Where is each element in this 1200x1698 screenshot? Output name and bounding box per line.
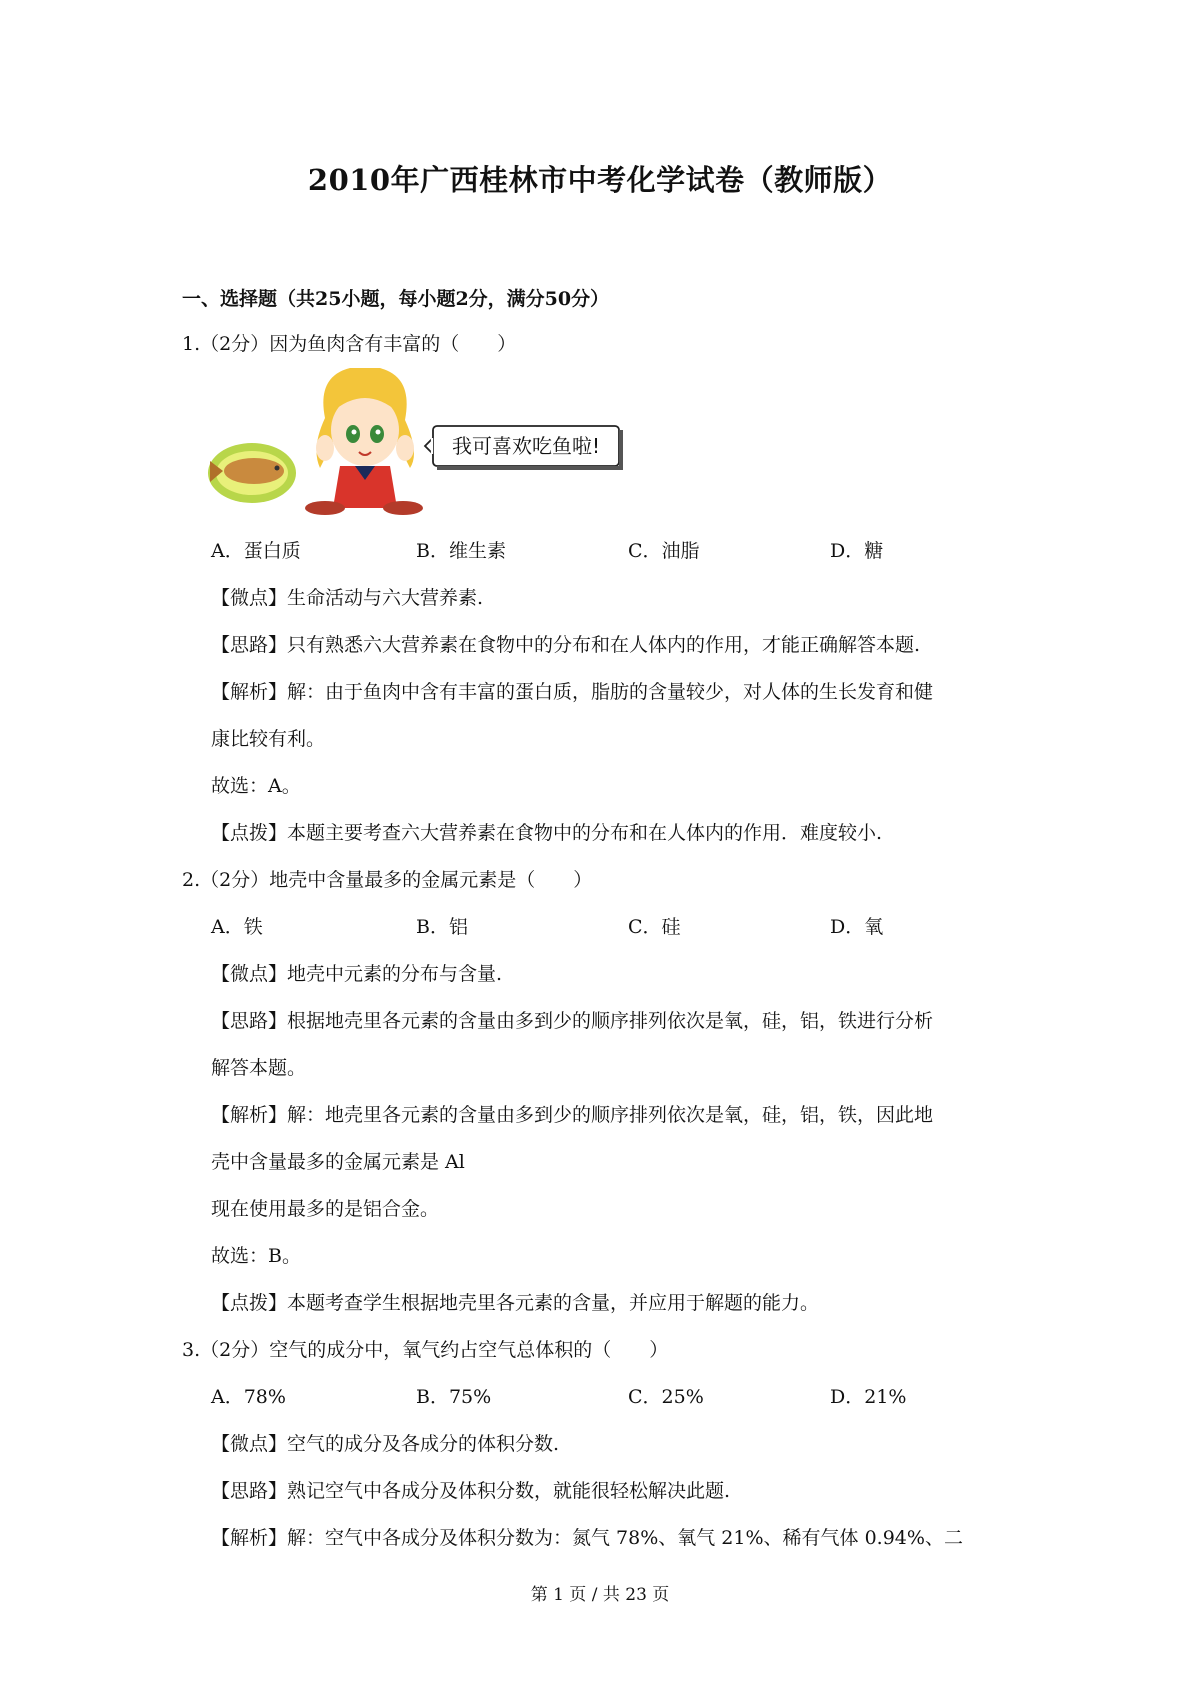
speech-bubble xyxy=(425,426,623,470)
question-3-jiexi-line-1: 【解析】解：空气中各成分及体积分数为：氮气 78%、氧气 21%、稀有气体 0.94%、二 xyxy=(211,1527,963,1549)
question-3-option-a: A．78% xyxy=(211,1386,286,1408)
question-1-option-d: D．糖 xyxy=(830,540,884,562)
question-2-jiexi-line-2: 壳中含量最多的金属元素是 Al xyxy=(211,1151,465,1173)
cartoon-girl-image xyxy=(305,368,423,515)
question-2-answer: 故选：B。 xyxy=(211,1245,301,1267)
question-2-option-c: C．硅 xyxy=(628,916,681,938)
question-3-option-b: B．75% xyxy=(416,1386,492,1408)
question-2-jiexi-line-1: 【解析】解：地壳里各元素的含量由多到少的顺序排列依次是氧，硅，铝，铁，因此地 xyxy=(211,1104,934,1126)
question-2-option-a: A．铁 xyxy=(211,916,263,938)
page-title: 2010年广西桂林市中考化学试卷（教师版） xyxy=(307,163,893,197)
question-2-dianbo: 【点拨】本题考查学生根据地壳里各元素的含量，并应用于解题的能力。 xyxy=(211,1292,820,1314)
fish-and-girl-picture xyxy=(205,368,665,518)
fish-plate-image xyxy=(208,443,296,503)
question-3-option-c: C．25% xyxy=(628,1386,704,1408)
question-1-illustration xyxy=(205,368,665,518)
question-1-option-b: B．维生素 xyxy=(416,540,506,562)
question-1-option-c: C．油脂 xyxy=(628,540,700,562)
question-2-weidian: 【微点】地壳中元素的分布与含量. xyxy=(211,963,503,985)
question-2-jiexi-line-3: 现在使用最多的是铝合金。 xyxy=(211,1198,440,1220)
page-footer: 第 1 页 / 共 23 页 xyxy=(530,1585,670,1605)
question-1-option-a: A．蛋白质 xyxy=(211,540,301,562)
question-2-silu-line-1: 【思路】根据地壳里各元素的含量由多到少的顺序排列依次是氧，硅，铝，铁进行分析 xyxy=(211,1010,934,1032)
section-heading: 一、选择题（共25小题，每小题2分，满分50分） xyxy=(182,288,610,310)
question-1-stem: 1.（2分）因为鱼肉含有丰富的（ ） xyxy=(182,333,517,355)
question-2-option-d: D．氧 xyxy=(830,916,884,938)
question-3-stem: 3.（2分）空气的成分中，氧气约占空气总体积的（ ） xyxy=(182,1339,669,1361)
question-1-jiexi-line-1: 【解析】解：由于鱼肉中含有丰富的蛋白质，脂肪的含量较少，对人体的生长发育和健 xyxy=(211,681,934,703)
question-3-weidian: 【微点】空气的成分及各成分的体积分数. xyxy=(211,1433,560,1455)
question-2-option-b: B．铝 xyxy=(416,916,468,938)
question-3-option-d: D．21% xyxy=(830,1386,907,1408)
question-1-jiexi-line-2: 康比较有利。 xyxy=(211,728,326,750)
question-2-stem: 2.（2分）地壳中含量最多的金属元素是（ ） xyxy=(182,869,593,891)
question-1-weidian: 【微点】生命活动与六大营养素. xyxy=(211,587,484,609)
question-1-answer: 故选：A。 xyxy=(211,775,301,797)
question-3-silu: 【思路】熟记空气中各成分及体积分数，就能很轻松解决此题. xyxy=(211,1480,731,1502)
question-2-silu-line-2: 解答本题。 xyxy=(211,1057,307,1079)
question-1-silu: 【思路】只有熟悉六大营养素在食物中的分布和在人体内的作用，才能正确解答本题. xyxy=(211,634,921,656)
question-1-dianbo: 【点拨】本题主要考查六大营养素在食物中的分布和在人体内的作用．难度较小. xyxy=(211,822,883,844)
speech-bubble-text: 我可喜欢吃鱼啦! xyxy=(451,434,601,458)
